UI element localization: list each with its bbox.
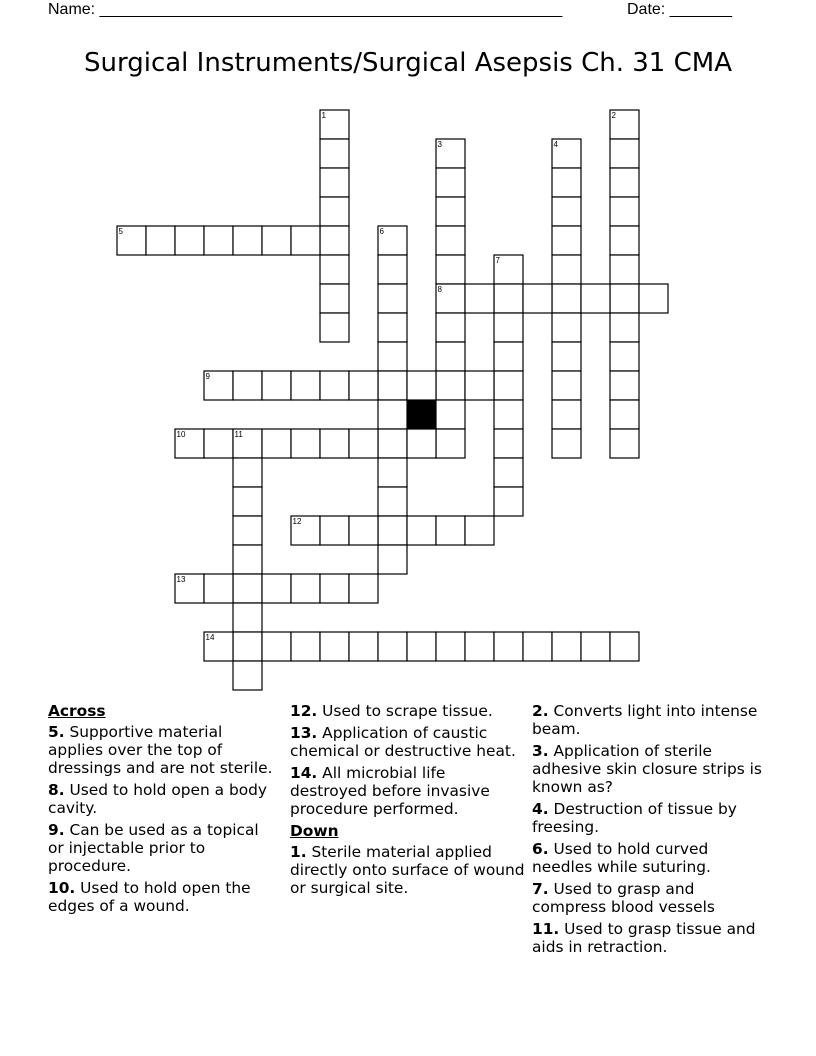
grid-cell[interactable] xyxy=(291,226,320,255)
grid-cell[interactable] xyxy=(552,632,581,661)
grid-cell[interactable] xyxy=(610,371,639,400)
grid-cell[interactable] xyxy=(552,226,581,255)
grid-cell[interactable] xyxy=(349,574,378,603)
clue-number: 8 xyxy=(437,285,442,294)
grid-cell[interactable] xyxy=(610,400,639,429)
clue-number: 9 xyxy=(205,372,210,381)
grid-cell[interactable] xyxy=(378,284,407,313)
grid-cell[interactable] xyxy=(407,429,436,458)
grid-cell[interactable] xyxy=(552,313,581,342)
grid-cell[interactable] xyxy=(320,313,349,342)
grid-cell[interactable] xyxy=(378,400,407,429)
blocked-cell xyxy=(407,400,436,429)
grid-cell[interactable] xyxy=(349,429,378,458)
grid-cell[interactable] xyxy=(320,197,349,226)
grid-cell[interactable] xyxy=(436,371,465,400)
grid-cell[interactable] xyxy=(610,168,639,197)
grid-cell[interactable] xyxy=(552,342,581,371)
grid-cell[interactable] xyxy=(610,226,639,255)
grid-cell[interactable] xyxy=(378,516,407,545)
grid-cell[interactable] xyxy=(291,632,320,661)
grid-cell[interactable] xyxy=(465,284,494,313)
clue-across-14: 14. All microbial life destroyed before invasive procedure performed. xyxy=(290,764,490,818)
clue-number: 11 xyxy=(234,430,243,439)
grid-cell[interactable] xyxy=(494,342,523,371)
grid-cell[interactable] xyxy=(552,255,581,284)
date-label: Date: _______ xyxy=(627,1,732,18)
grid-cell[interactable] xyxy=(291,429,320,458)
grid-cell[interactable] xyxy=(552,197,581,226)
grid-cell[interactable] xyxy=(320,371,349,400)
grid-cell[interactable] xyxy=(465,516,494,545)
grid-cell[interactable] xyxy=(349,371,378,400)
grid-cell[interactable] xyxy=(233,661,262,690)
clue-down-4: 4. Destruction of tissue by freesing. xyxy=(532,800,737,836)
grid-cell[interactable] xyxy=(523,284,552,313)
down-heading: Down xyxy=(290,822,339,840)
grid-cell[interactable] xyxy=(233,458,262,487)
grid-cell[interactable] xyxy=(378,632,407,661)
grid-cell[interactable] xyxy=(407,516,436,545)
grid-cell[interactable] xyxy=(233,545,262,574)
grid-cell[interactable] xyxy=(262,371,291,400)
grid-cell[interactable] xyxy=(262,632,291,661)
grid-cell[interactable] xyxy=(494,458,523,487)
grid-cell[interactable] xyxy=(320,226,349,255)
grid-cell[interactable] xyxy=(494,313,523,342)
grid-cell[interactable] xyxy=(436,168,465,197)
grid-cell[interactable] xyxy=(378,458,407,487)
grid-cell[interactable] xyxy=(610,429,639,458)
grid-cell[interactable] xyxy=(610,342,639,371)
grid-cell[interactable] xyxy=(233,487,262,516)
grid-cell[interactable] xyxy=(349,632,378,661)
grid-cell[interactable] xyxy=(320,255,349,284)
clue-number: 13 xyxy=(176,575,186,584)
grid-cell[interactable] xyxy=(204,429,233,458)
clue-number: 5 xyxy=(118,227,123,236)
clue-number: 7 xyxy=(495,256,500,265)
grid-cell[interactable] xyxy=(581,284,610,313)
grid-cell[interactable] xyxy=(262,429,291,458)
clue-number: 6 xyxy=(379,227,384,236)
grid-cell[interactable] xyxy=(436,400,465,429)
grid-cell[interactable] xyxy=(262,574,291,603)
grid-cell[interactable] xyxy=(552,371,581,400)
grid-cell[interactable] xyxy=(262,226,291,255)
grid-cell[interactable] xyxy=(552,429,581,458)
grid-cell[interactable] xyxy=(552,284,581,313)
grid-cell[interactable] xyxy=(581,632,610,661)
grid-cell[interactable] xyxy=(436,255,465,284)
clue-down-11: 11. Used to grasp tissue and aids in retraction. xyxy=(532,920,756,956)
grid-cell[interactable] xyxy=(494,632,523,661)
grid-cell[interactable] xyxy=(291,574,320,603)
clue-across-8: 8. Used to hold open a body cavity. xyxy=(48,781,268,817)
page-title: Surgical Instruments/Surgical Asepsis Ch. 31 CMA xyxy=(84,48,732,78)
clue-number: 2 xyxy=(611,111,616,120)
name-label: Name: ____________________________________________________ xyxy=(48,1,563,18)
grid-cell[interactable] xyxy=(204,574,233,603)
clue-across-13: 13. Application of caustic chemical or destructive heat. xyxy=(290,724,516,760)
grid-cell[interactable] xyxy=(436,197,465,226)
grid-cell[interactable] xyxy=(320,168,349,197)
grid-cell[interactable] xyxy=(610,313,639,342)
grid-cell[interactable] xyxy=(349,516,378,545)
grid-cell[interactable] xyxy=(494,487,523,516)
clues-column-right xyxy=(532,702,768,960)
clue-across-10: 10. Used to hold open the edges of a wound. xyxy=(48,879,251,915)
clue-down-1: 1. Sterile material applied directly onto surface of wound or surgical site. xyxy=(290,843,525,897)
grid-cell[interactable] xyxy=(320,632,349,661)
grid-cell[interactable] xyxy=(436,342,465,371)
clue-number: 12 xyxy=(292,517,302,526)
grid-cell[interactable] xyxy=(204,226,233,255)
grid-cell[interactable] xyxy=(407,632,436,661)
grid-cell[interactable] xyxy=(378,429,407,458)
grid-cell[interactable] xyxy=(291,371,320,400)
clue-across-5: 5. Supportive material applies over the top of dressings and are not sterile. xyxy=(48,723,273,777)
grid-cell[interactable] xyxy=(494,284,523,313)
grid-cell[interactable] xyxy=(233,632,262,661)
grid-cell[interactable] xyxy=(610,632,639,661)
clues-column-middle xyxy=(290,702,526,901)
clue-across-12: 12. Used to scrape tissue. xyxy=(290,702,493,720)
grid-cell[interactable] xyxy=(465,371,494,400)
grid-cell[interactable] xyxy=(610,284,639,313)
clue-down-7: 7. Used to grasp and compress blood vessels xyxy=(532,880,715,916)
clue-down-6: 6. Used to hold curved needles while suturing. xyxy=(532,840,711,876)
grid-cell[interactable] xyxy=(378,545,407,574)
grid-cell[interactable] xyxy=(320,139,349,168)
grid-cell[interactable] xyxy=(233,574,262,603)
grid-cell[interactable] xyxy=(552,168,581,197)
grid-cell[interactable] xyxy=(233,516,262,545)
grid-cell[interactable] xyxy=(146,226,175,255)
clue-number: 10 xyxy=(176,430,186,439)
grid-cell[interactable] xyxy=(610,139,639,168)
grid-cell[interactable] xyxy=(378,371,407,400)
clue-down-2: 2. Converts light into intense beam. xyxy=(532,702,758,738)
grid-cell[interactable] xyxy=(436,313,465,342)
clue-number: 3 xyxy=(437,140,442,149)
grid-cell[interactable] xyxy=(523,632,552,661)
grid-cell[interactable] xyxy=(465,632,494,661)
grid-cell[interactable] xyxy=(639,284,668,313)
grid-cell[interactable] xyxy=(436,226,465,255)
grid-cell[interactable] xyxy=(233,603,262,632)
grid-cell[interactable] xyxy=(320,284,349,313)
grid-cell[interactable] xyxy=(610,197,639,226)
clues-column-left xyxy=(48,702,276,919)
grid-cell[interactable] xyxy=(494,429,523,458)
grid-cell[interactable] xyxy=(378,487,407,516)
grid-cell[interactable] xyxy=(378,313,407,342)
clue-number: 4 xyxy=(553,140,558,149)
grid-cell[interactable] xyxy=(378,255,407,284)
clue-number: 14 xyxy=(205,633,215,642)
grid-cell[interactable] xyxy=(378,342,407,371)
grid-cell[interactable] xyxy=(233,226,262,255)
grid-cell[interactable] xyxy=(233,371,262,400)
clue-across-9: 9. Can be used as a topical or injectable prior to procedure. xyxy=(48,821,259,875)
grid-cell[interactable] xyxy=(407,371,436,400)
grid-cell[interactable] xyxy=(610,255,639,284)
clue-down-3: 3. Application of sterile adhesive skin closure strips is known as? xyxy=(532,742,762,796)
grid-cell[interactable] xyxy=(175,226,204,255)
grid-cell[interactable] xyxy=(320,429,349,458)
across-heading: Across xyxy=(48,702,106,720)
grid-cell[interactable] xyxy=(494,400,523,429)
grid-cell[interactable] xyxy=(320,574,349,603)
grid-cell[interactable] xyxy=(436,516,465,545)
grid-cell[interactable] xyxy=(320,516,349,545)
grid-cell[interactable] xyxy=(494,371,523,400)
grid-cell[interactable] xyxy=(552,400,581,429)
clue-number: 1 xyxy=(321,111,326,120)
grid-cell[interactable] xyxy=(436,429,465,458)
grid-cell[interactable] xyxy=(436,632,465,661)
